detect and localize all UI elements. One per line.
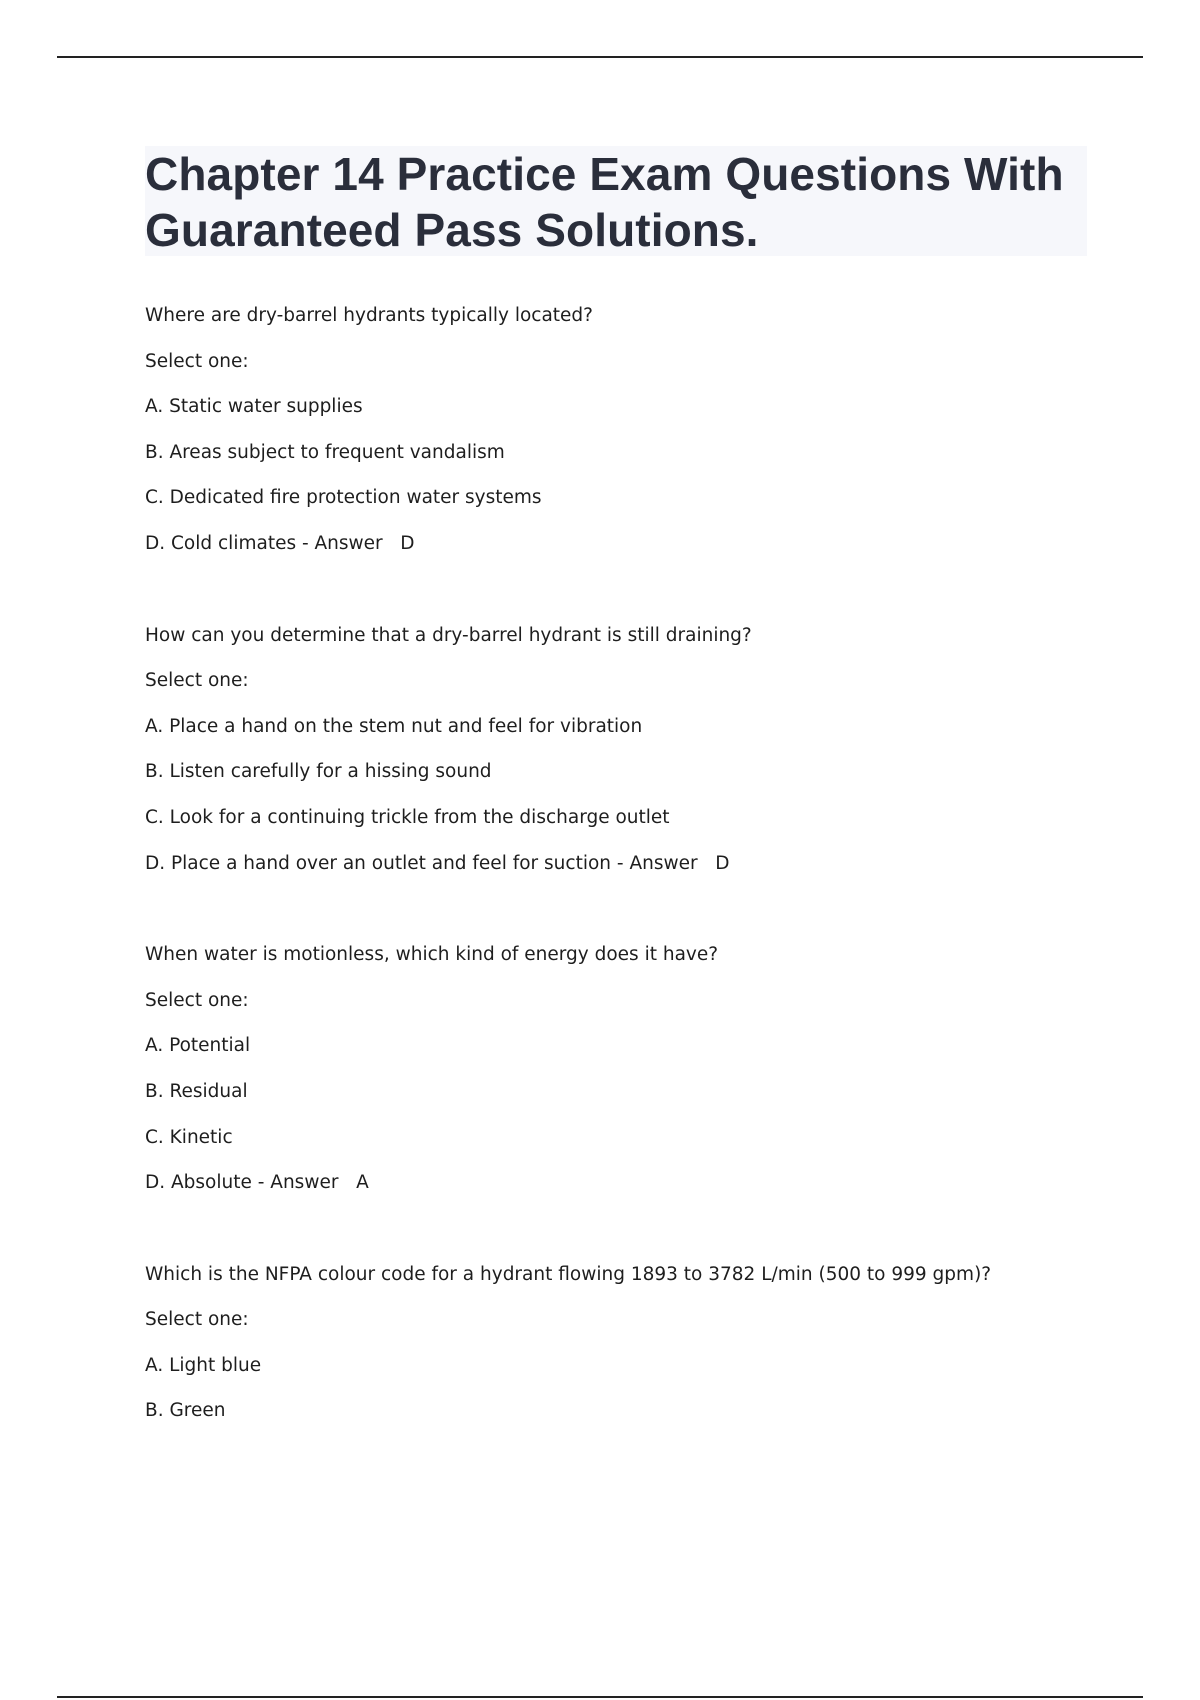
select-label: Select one: [145, 1309, 249, 1331]
question-prompt: When water is motionless, which kind of energy does it have? [145, 944, 719, 966]
page-title: Chapter 14 Practice Exam Questions With Guaranteed Pass Solutions. [145, 148, 1064, 256]
bottom-rule [57, 1696, 1143, 1698]
title-block [145, 146, 1087, 256]
question-list [145, 300, 1105, 1487]
option-a: A. Static water supplies [145, 396, 363, 418]
option-b: B. Listen carefully for a hissing sound [145, 761, 492, 783]
select-label: Select one: [145, 989, 249, 1011]
option-a: A. Potential [145, 1035, 251, 1057]
option-c: C. Dedicated fire protection water systems [145, 487, 542, 509]
question-prompt: Which is the NFPA colour code for a hydrant flowing 1893 to 3782 L/min (500 to 999 gpm)? [145, 1263, 992, 1285]
select-label: Select one: [145, 670, 249, 692]
option-c: C. Look for a continuing trickle from the discharge outlet [145, 806, 670, 828]
question-4 [145, 1259, 1105, 1441]
question-3 [145, 939, 1105, 1213]
question-1 [145, 300, 1105, 574]
question-2 [145, 620, 1105, 894]
option-c: C. Kinetic [145, 1126, 233, 1148]
question-prompt: Where are dry-barrel hydrants typically located? [145, 305, 593, 326]
top-rule [57, 56, 1143, 58]
option-b: B. Residual [145, 1080, 248, 1102]
option-a: A. Light blue [145, 1354, 262, 1376]
question-prompt: How can you determine that a dry-barrel hydrant is still draining? [145, 624, 752, 646]
option-a: A. Place a hand on the stem nut and feel for vibration [145, 715, 643, 737]
option-d-answer: D. Cold climates - Answer D [145, 532, 415, 554]
option-b: B. Green [145, 1400, 226, 1422]
option-d-answer: D. Absolute - Answer A [145, 1172, 369, 1194]
option-d-answer: D. Place a hand over an outlet and feel for suction - Answer D [145, 852, 730, 874]
option-b: B. Areas subject to frequent vandalism [145, 441, 505, 463]
select-label: Select one: [145, 350, 249, 372]
